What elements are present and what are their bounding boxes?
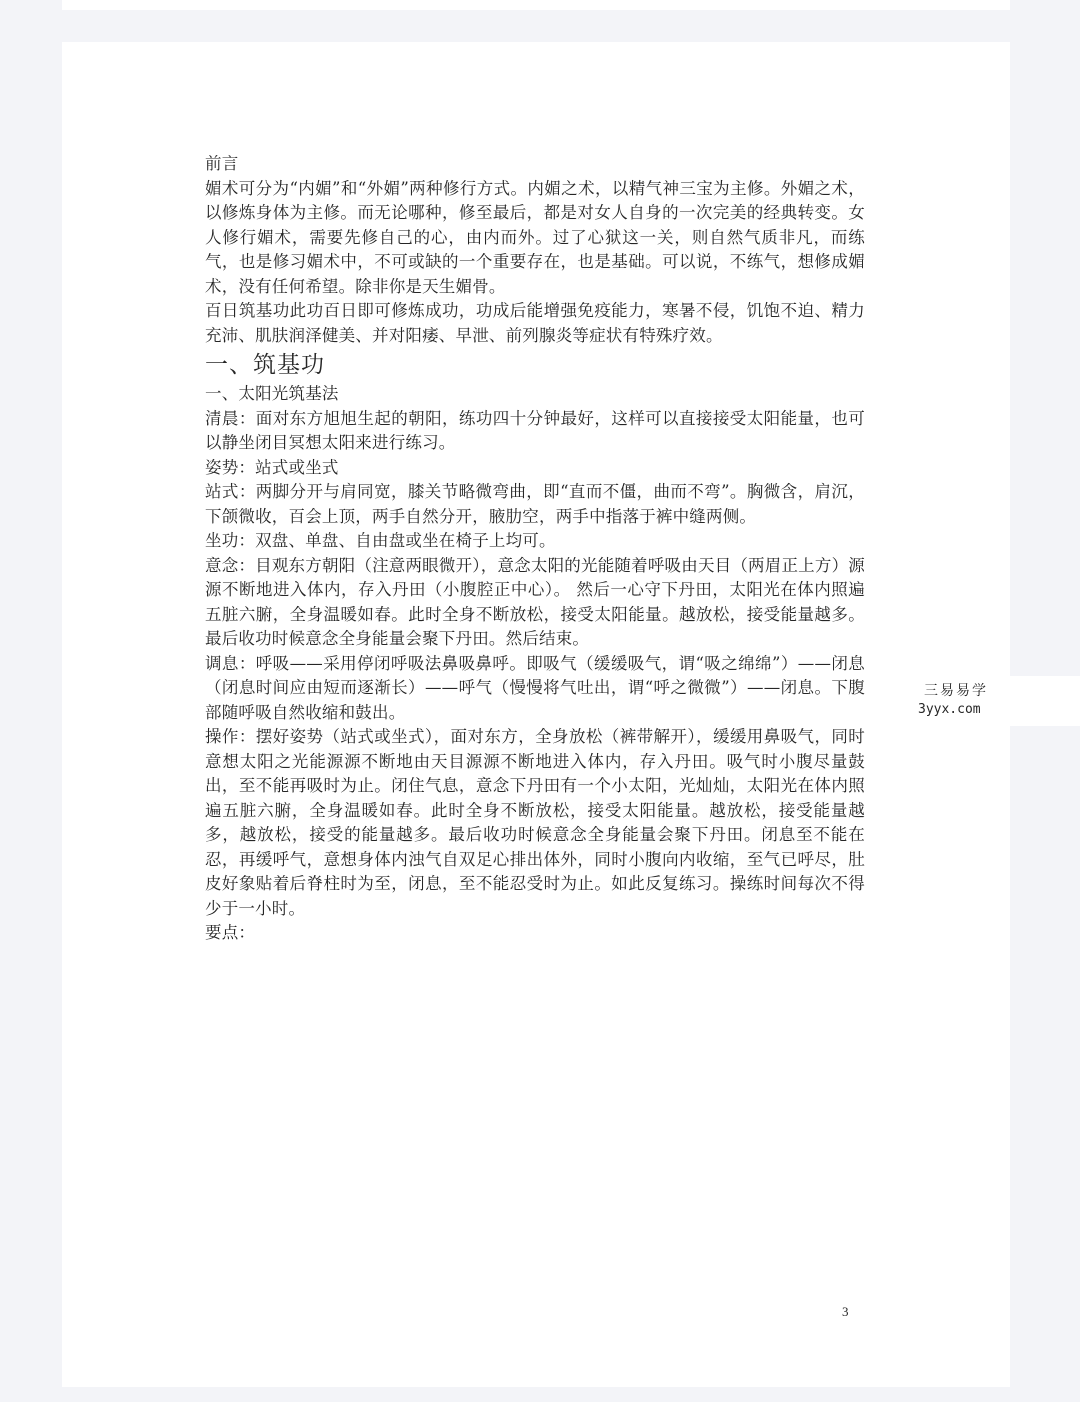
sitting-paragraph: 坐功：双盘、单盘、自由盘或坐在椅子上均可。 [205, 531, 556, 550]
page-content [205, 152, 865, 946]
watermark [900, 676, 1080, 726]
key-points-label: 要点： [205, 923, 256, 942]
page-number: 3 [842, 1304, 849, 1319]
preface-title: 前言 [205, 154, 239, 173]
watermark-url: 3yyx.com [918, 702, 981, 717]
posture-paragraph: 姿势：站式或坐式 [205, 457, 339, 477]
morning-paragraph: 清晨：面对东方旭旭生起的朝阳，练功四十分钟最好，这样可以直接接受太阳能量，也可以静坐闭目冥想太阳来进行练习。 [205, 408, 865, 452]
section-heading: 一、筑基功 [205, 352, 325, 378]
breathing-paragraph: 调息：呼吸——采用停闭呼吸法鼻吸鼻呼。即吸气（缓缓吸气，谓“吸之绵绵”）——闭息（闭息时间应由短而逐渐长）——呼气（慢慢将气吐出，谓“呼之微微”）——闭息。下腹部随呼吸自然收缩和鼓出。 [205, 653, 865, 722]
intention-paragraph: 意念：目观东方朝阳（注意两眼微开），意念太阳的光能随着呼吸由天目（两眉正上方）源源不断地进入体内，存入丹田（小腹腔正中心）。 然后一心守下丹田，太阳光在体内照遍五脏六腑，全身温暖如春。此时全身不断放松，接受太阳能量。越放松，接受能量越多。最后收功时候意念全身能量会聚下丹田。然后结束。 [205, 555, 865, 648]
operation-paragraph: 操作：摆好姿势（站式或坐式），面对东方，全身放松（裤带解开），缓缓用鼻吸气，同时意想太阳之光能源源不断地由天目源源不断地进入体内，存入丹田。吸气时小腹尽量鼓出，至不能再吸时为止。闭住气息，意念下丹田有一个小太阳，光灿灿，太阳光在体内照遍五脏六腑，全身温暖如春。此时全身不断放松，接受太阳能量。越放松，接受能量越多，越放松，接受的能量越多。最后收功时候意念全身能量会聚下丹田。闭息至不能在忍，再缓呼气，意想身体内浊气自双足心排出体外，同时小腹向内收缩，至气已呼尽，肚皮好象贴着后脊柱时为至，闭息，至不能忍受时为止。如此反复练习。操练时间每次不得少于一小时。 [205, 727, 865, 918]
previous-page-edge [62, 0, 1010, 10]
basic-paragraph: 百日筑基功此功百日即可修炼成功，功成后能增强免疫能力，寒暑不侵，饥饱不迫、精力充沛、肌肤润泽健美、并对阳痿、早泄、前列腺炎等症状有特殊疗效。 [205, 301, 865, 345]
watermark-title: 三易易学 [924, 683, 988, 699]
document-page [62, 42, 1010, 1387]
standing-paragraph: 站式：两脚分开与肩同宽，膝关节略微弯曲，即“直而不僵，曲而不弯”。胸微含，肩沉，下颌微收，百会上顶，两手自然分开，腋肋空，两手中指落于裤中缝两侧。 [205, 482, 865, 526]
intro-paragraph: 媚术可分为“内媚”和“外媚”两种修行方式。内媚之术，以精气神三宝为主修。外媚之术，以修炼身体为主修。而无论哪种，修至最后，都是对女人自身的一次完美的经典转变。女人修行媚术，需要先修自己的心，由内而外。过了心狱这一关，则自然气质非凡，而练气，也是修习媚术中，不可或缺的一个重要存在，也是基础。可以说，不练气，想修成媚术，没有任何希望。除非你是天生媚骨。 [205, 178, 865, 296]
subsection-heading: 一、太阳光筑基法 [205, 384, 339, 403]
